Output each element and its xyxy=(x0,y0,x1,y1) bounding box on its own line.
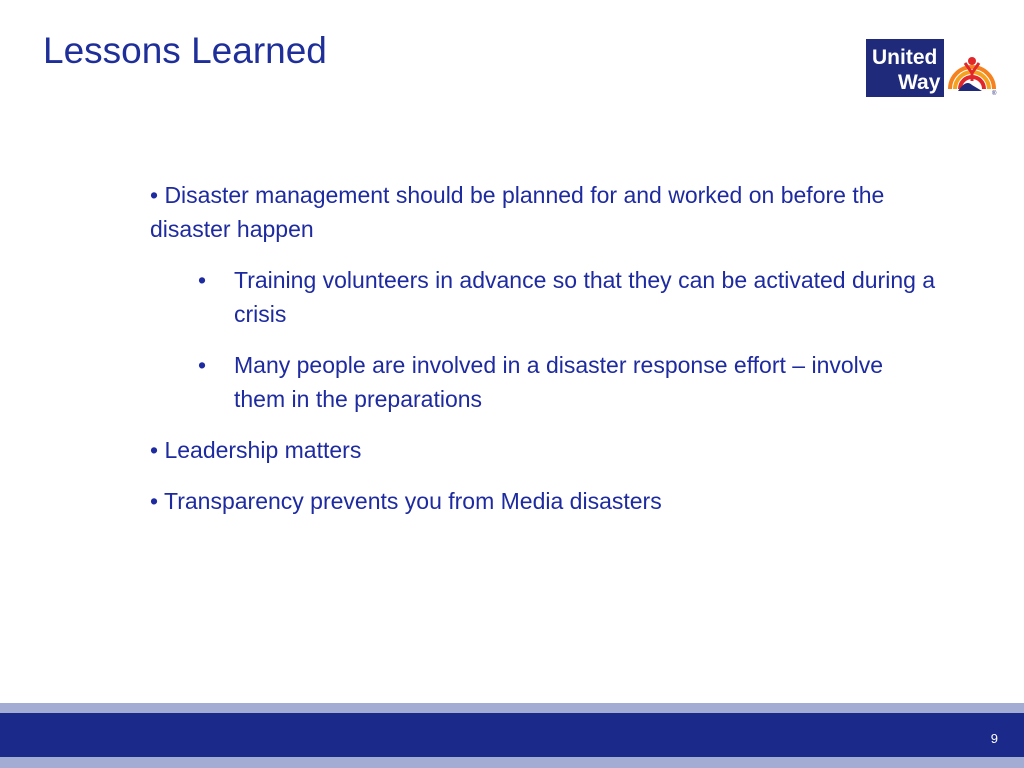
footer-bar xyxy=(0,713,1024,757)
bullet-disaster-management: • Disaster management should be planned for and worked on before the disaster happen xyxy=(150,182,885,242)
logo-text-united: United xyxy=(872,46,938,69)
page-number: 9 xyxy=(990,731,998,746)
logo-text-way: Way xyxy=(898,71,941,94)
sub-bullet-training-text: Training volunteers in advance so that they can be activated during a crisis xyxy=(234,267,936,327)
footer-stripe-bottom xyxy=(0,757,1024,768)
sub-bullet-marker: • xyxy=(198,352,207,378)
bullet-leadership: • Leadership matters xyxy=(150,437,362,463)
logo-registered-mark: ® xyxy=(992,91,997,97)
sub-bullet-involve xyxy=(150,348,940,416)
bullet-transparency: • Transparency prevents you from Media disasters xyxy=(150,488,662,514)
united-way-logo xyxy=(866,39,1000,97)
sub-bullet-marker: • xyxy=(198,267,207,293)
slide-title: Lessons Learned xyxy=(43,30,327,71)
slide-body xyxy=(150,178,940,518)
footer-stripe-top xyxy=(0,703,1024,713)
sub-bullet-involve-text: Many people are involved in a disaster response effort – involve them in the preparations xyxy=(234,352,884,412)
sub-bullet-training xyxy=(150,263,940,331)
